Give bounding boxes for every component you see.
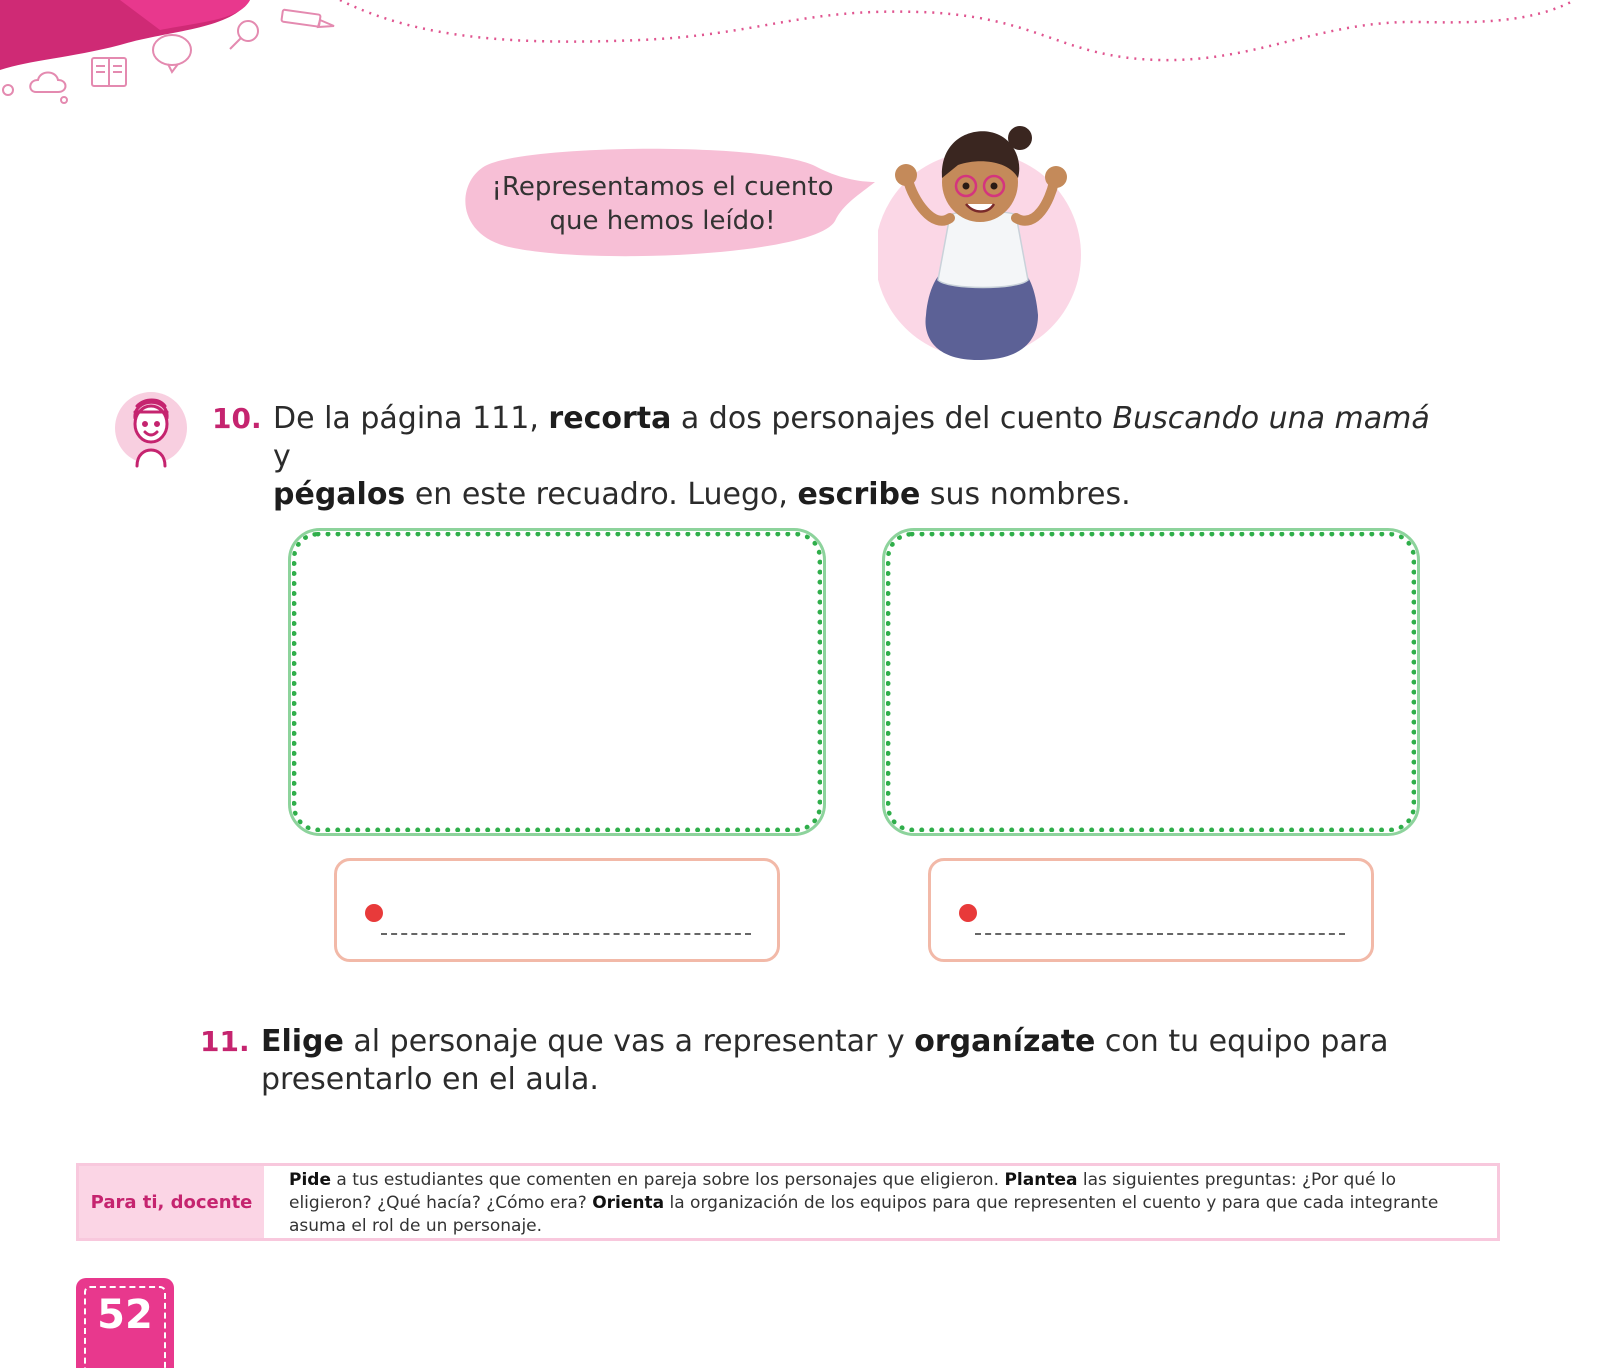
name-write-line-left[interactable] xyxy=(381,933,751,935)
a10-story-title: Buscando una mamá xyxy=(1112,401,1430,436)
tn-text-3: la organización de los equipos para que representen el cuento y para que cada integrante asuma el rol de un personaje. xyxy=(289,1193,1439,1236)
tn-bold-2: Plantea xyxy=(1004,1170,1078,1190)
magnifier-icon xyxy=(230,21,258,49)
girl-character-illustration xyxy=(878,120,1088,365)
paste-frame-left[interactable] xyxy=(292,532,822,832)
a10-bold-3: escribe xyxy=(797,477,921,512)
a10-text-2: a dos personajes del cuento xyxy=(671,401,1113,436)
tn-text-2: las siguientes preguntas: ¿Por qué lo eligieron? ¿Qué hacía? ¿Cómo era? xyxy=(289,1170,1397,1213)
bullet-dot xyxy=(365,904,383,922)
activity-11-instruction xyxy=(261,1023,1461,1099)
speech-text xyxy=(485,170,840,238)
header-decoration xyxy=(0,0,1600,130)
a11-text-2: con tu equipo para xyxy=(1095,1024,1389,1059)
book-icon xyxy=(92,58,126,86)
tn-text-1: a tus estudiantes que comenten en pareja sobre los personajes que eligieron. xyxy=(331,1170,1005,1190)
page-number-tab xyxy=(76,1278,174,1368)
teacher-note-box xyxy=(76,1163,1500,1241)
teacher-note-label: Para ti, docente xyxy=(79,1166,264,1238)
thought-cloud-icon xyxy=(3,73,67,104)
tn-bold-3: Orienta xyxy=(592,1193,665,1213)
name-write-line-right[interactable] xyxy=(975,933,1345,935)
a10-bold-2: pégalos xyxy=(273,477,406,512)
pencil-icon xyxy=(281,10,334,27)
speech-line-2: que hemos leído! xyxy=(549,206,776,236)
speech-line-1: ¡Representamos el cuento xyxy=(491,172,834,202)
a10-text-5: sus nombres. xyxy=(920,477,1131,512)
teacher-avatar-icon xyxy=(115,388,195,468)
a11-bold-2: organízate xyxy=(914,1024,1096,1059)
paste-frame-right[interactable] xyxy=(886,532,1416,832)
a10-text-3: y xyxy=(273,439,291,474)
a10-bold-1: recorta xyxy=(548,401,672,436)
tn-bold-1: Pide xyxy=(289,1170,331,1190)
speech-bubble-icon xyxy=(153,35,191,72)
page-number: 52 xyxy=(97,1292,153,1338)
activity-10-number: 10. xyxy=(212,402,262,435)
a11-text-1: al personaje que vas a representar y xyxy=(343,1024,915,1059)
activity-10-instruction xyxy=(273,400,1453,514)
a10-text-4: en este recuadro. Luego, xyxy=(405,477,798,512)
name-box-left xyxy=(334,858,780,962)
a10-text-1: De la página 111, xyxy=(273,401,549,436)
teacher-note-text xyxy=(289,1169,1479,1238)
activity-11-number: 11. xyxy=(200,1025,250,1058)
name-box-right xyxy=(928,858,1374,962)
a11-bold-1: Elige xyxy=(261,1024,344,1059)
bullet-dot xyxy=(959,904,977,922)
a11-text-3: presentarlo en el aula. xyxy=(261,1062,599,1097)
